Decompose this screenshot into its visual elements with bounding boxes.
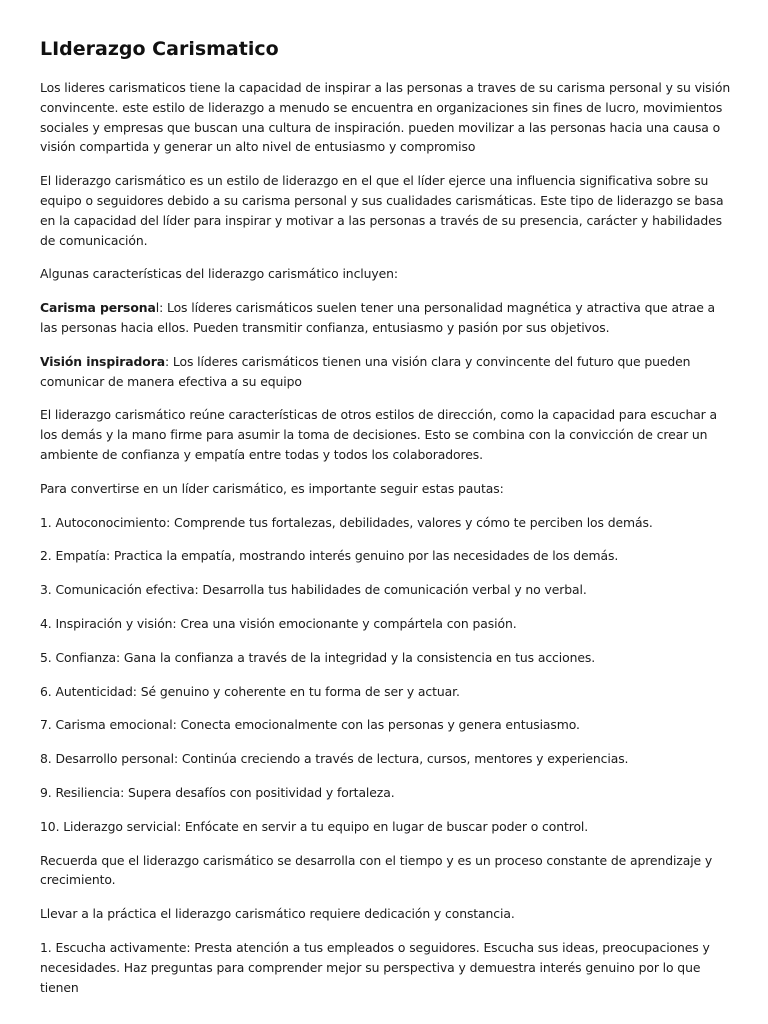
list-item: 8. Desarrollo personal: Continúa creciendo a través de lectura, cursos, mentores y experiencias. [40, 751, 629, 767]
list-item: 10. Liderazgo servicial: Enfócate en servir a tu equipo en lugar de buscar poder o control. [40, 818, 589, 834]
list-item: 3. Comunicación efectiva: Desarrolla tus habilidades de comunicación verbal y no verbal. [40, 582, 587, 598]
list-item: 1. Autoconocimiento: Comprende tus fortalezas, debilidades, valores y cómo te perciben los demás. [40, 514, 653, 530]
paragraph-carisma-personal [40, 298, 732, 338]
paragraph-active-listening: 1. Escucha activamente: Presta atención a tus empleados o seguidores. Escucha sus ideas, preocupaciones y necesidades. Haz preguntas para comprender mejor su perspectiva y demuestra interés genuino por lo que tienen [40, 939, 710, 995]
paragraph-intro: Los lideres carismaticos tiene la capacidad de inspirar a las personas a traves de su carisma personal y su visión convincente. este estilo de liderazgo a menudo se encuentra en organizaciones sin fines de lucro, movimientos sociales y empresas que buscan una cultura de inspiración. pueden movilizar a las personas hacia una causa o visión compartida y generar un alto nivel de entusiasmo y compromiso [40, 80, 731, 155]
term-vision-inspiradora: Visión inspiradora [40, 353, 165, 369]
paragraph-reminder: Recuerda que el liderazgo carismático se desarrolla con el tiempo y es un proceso constante de aprendizaje y crecimiento. [40, 852, 713, 888]
document-title: LIderazgo Carismatico [40, 38, 279, 60]
list-item: 4. Inspiración y visión: Crea una visión emocionante y compártela con pasión. [40, 615, 517, 631]
paragraph-guidelines-intro: Para convertirse en un líder carismático, es importante seguir estas pautas: [40, 480, 504, 496]
list-item: 2. Empatía: Practica la empatía, mostrando interés genuino por las necesidades de los demás. [40, 548, 619, 564]
list-item: 7. Carisma emocional: Conecta emocionalmente con las personas y genera entusiasmo. [40, 717, 580, 733]
paragraph-definition: El liderazgo carismático es un estilo de liderazgo en el que el líder ejerce una influencia significativa sobre su equipo o seguidores debido a su carisma personal y sus cualidades carismáticas. Este tipo de liderazgo se basa en la capacidad del líder para inspirar y motivar a las personas a través de su presencia, carácter y habilidades de comunicación. [40, 173, 724, 248]
list-item: 6. Autenticidad: Sé genuino y coherente en tu forma de ser y actuar. [40, 683, 460, 699]
paragraph-other-styles: El liderazgo carismático reúne características de otros estilos de dirección, como la capacidad para escuchar a los demás y la mano firme para asumir la toma de decisiones. Esto se combina con la convicción de crear un ambiente de confianza y empatía entre todas y todos los colaboradores. [40, 407, 718, 462]
term-carisma-personal: Carisma persona [40, 300, 156, 316]
list-item: 5. Confianza: Gana la confianza a través de la integridad y la consistencia en tus acciones. [40, 649, 596, 665]
list-item: 9. Resiliencia: Supera desafíos con positividad y fortaleza. [40, 784, 395, 800]
text-carisma-personal: l: Los líderes carismáticos suelen tener una personalidad magnética y atractiva que atrae a las personas hacia ellos. Pueden transmitir confianza, entusiasmo y pasión por sus objetivos. [40, 300, 716, 335]
text-vision-inspiradora: : Los líderes carismáticos tienen una visión clara y convincente del futuro que pueden comunicar de manera efectiva a su equipo [40, 353, 691, 389]
paragraph-vision-inspiradora [40, 352, 732, 392]
paragraph-characteristics-intro: Algunas características del liderazgo carismático incluyen: [40, 266, 398, 282]
paragraph-practice: Llevar a la práctica el liderazgo carismático requiere dedicación y constancia. [40, 906, 515, 922]
document-page [40, 36, 732, 1011]
